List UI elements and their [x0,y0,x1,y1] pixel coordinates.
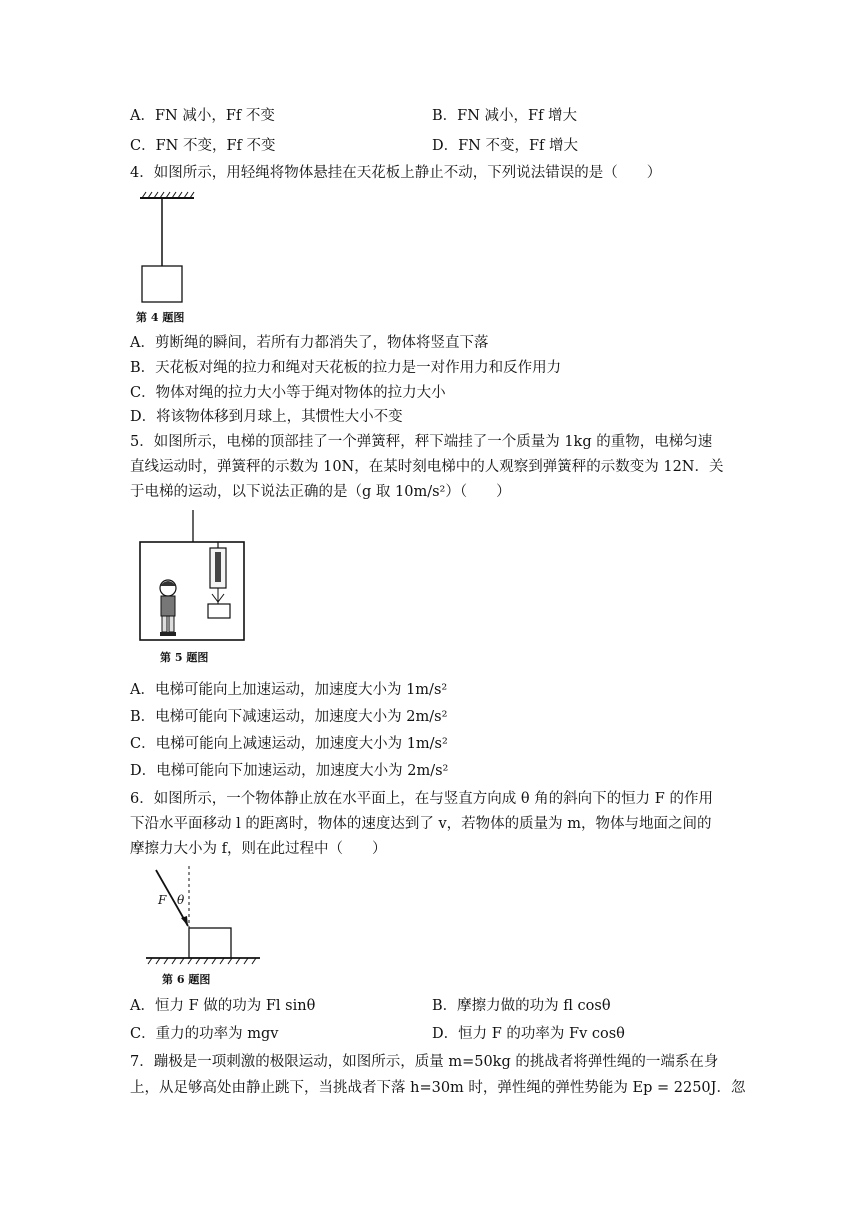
q5-stem-line-3: 于电梯的运动，以下说法正确的是（g 取 10m/s²）（ ） [130,484,511,500]
q3-option-a: A．FN 减小，Ff 不变 [130,108,275,124]
q5-figure-caption: 第 5 题图 [160,651,209,664]
ground-hatch [146,958,260,964]
ceiling-hatch [140,192,194,198]
q5-option-c: C．电梯可能向上减速运动，加速度大小为 1m/s² [130,736,448,752]
angle-label: θ [177,893,185,907]
block [189,928,231,958]
q4-option-c: C．物体对绳的拉力大小等于绳对物体的拉力大小 [130,385,446,401]
q5-stem-line-1: 5．如图所示，电梯的顶部挂了一个弹簧秤，秤下端挂了一个质量为 1kg 的重物，电梯匀速 [130,434,713,450]
q6-figure-caption: 第 6 题图 [162,973,211,986]
q5-option-a: A．电梯可能向上加速运动，加速度大小为 1m/s² [130,682,448,698]
weight-block [208,604,230,618]
q6-stem-line-1: 6．如图所示，一个物体静止放在水平面上，在与竖直方向成 θ 角的斜向下的恒力 F 的作用 [130,791,713,807]
q4-option-d: D．将该物体移到月球上，其惯性大小不变 [130,409,403,425]
q4-figure-caption: 第 4 题图 [136,311,185,324]
q4-stem: 4．如图所示，用轻绳将物体悬挂在天花板上静止不动，下列说法错误的是（ ） [130,165,662,181]
observer-boy [160,580,176,636]
force-label: F [158,893,167,907]
q6-stem-line-2: 下沿水平面移动 l 的距离时，物体的速度达到了 v，若物体的质量为 m，物体与地面之间的 [130,816,712,832]
q6-option-a: A．恒力 F 做的功为 Fl sinθ [130,998,316,1014]
q5-option-d: D．电梯可能向下加速运动，加速度大小为 2m/s² [130,763,449,779]
q5-figure [138,508,256,648]
q5-stem-line-2: 直线运动时，弹簧秤的示数为 10N，在某时刻电梯中的人观察到弹簧秤的示数变为 12N．关 [130,459,724,475]
q7-stem-line-2: 上，从足够高处由静止跳下，当挑战者下落 h=30m 时，弹性绳的弹性势能为 Ep = 2250J．忽 [130,1080,746,1096]
q6-option-c: C．重力的功率为 mgv [130,1026,279,1042]
hanging-block [142,266,182,302]
q4-option-b: B．天花板对绳的拉力和绳对天花板的拉力是一对作用力和反作用力 [130,360,562,376]
q6-figure [144,866,264,966]
q3-option-b: B．FN 减小，Ff 增大 [432,108,578,124]
q5-option-b: B．电梯可能向下减速运动，加速度大小为 2m/s² [130,709,448,725]
q7-stem-line-1: 7．蹦极是一项刺激的极限运动，如图所示，质量 m=50kg 的挑战者将弹性绳的一端系在身 [130,1054,719,1070]
q3-option-c: C．FN 不变，Ff 不变 [130,138,276,154]
q4-option-a: A．剪断绳的瞬间，若所有力都消失了，物体将竖直下落 [130,335,489,351]
q3-option-d: D．FN 不变，Ff 增大 [432,138,579,154]
q6-option-b: B．摩擦力做的功为 fl cosθ [432,998,611,1014]
q6-stem-line-3: 摩擦力大小为 f，则在此过程中（ ） [130,841,387,857]
q6-option-d: D．恒力 F 的功率为 Fv cosθ [432,1026,625,1042]
elevator-car [140,542,244,640]
spring-scale [210,542,226,604]
